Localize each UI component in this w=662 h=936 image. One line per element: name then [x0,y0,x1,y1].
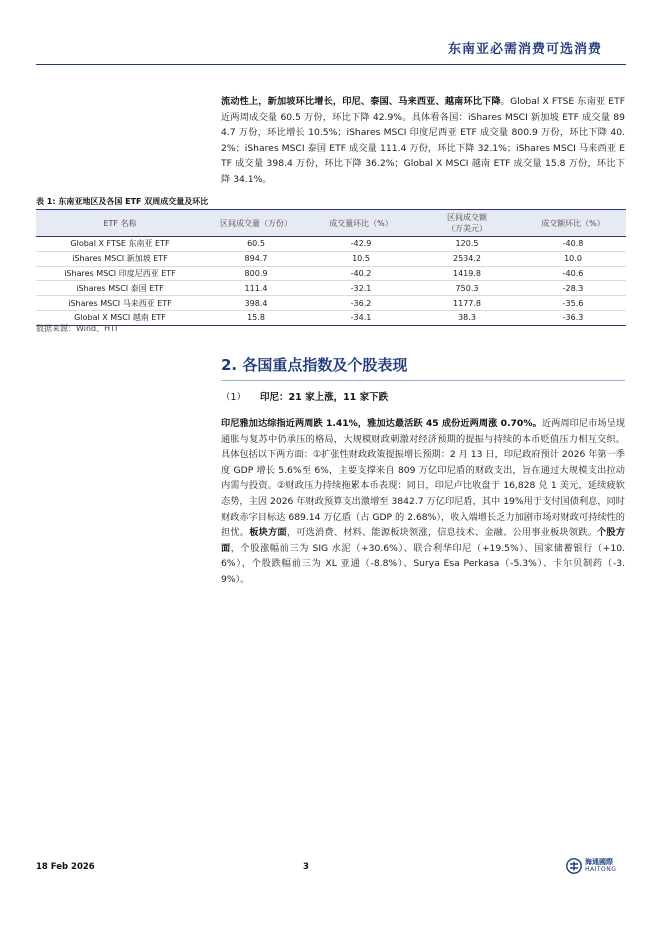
table-cell: 111.4 [204,281,308,296]
header-title: 东南亚必需消费可选消费 [447,42,602,57]
table-row [36,310,626,325]
table-cell: 10.0 [520,251,626,266]
table-cell: iShares MSCI 泰国 ETF [36,281,204,296]
etf-table [36,209,626,326]
section-title: 2. 各国重点指数及个股表现 [221,356,408,374]
table-cell: -36.2 [308,296,414,311]
table-cell: iShares MSCI 马来西亚 ETF [36,296,204,311]
table-row [36,281,626,296]
table-cell: -36.3 [520,310,626,325]
subsection-heading [221,389,388,403]
table-row [36,251,626,266]
subsection-title: 印尼：21 家上涨，11 家下跌 [260,392,389,403]
table-cell: 60.5 [204,237,308,252]
table-cell: 398.4 [204,296,308,311]
table-source: 数据来源：Wind、HTI [36,324,118,333]
stock-text: ，个股涨幅前三为 SIG 水泥（+30.6%）、联合利华印尼（+19.5%）、国家储蓄银行（+10.6%），个股跌幅前三为 XL 亚通（-8.8%）、Surya Esa Perkasa（-5.3%）、卡尔贝制药（-3.9%）。 [221,542,625,585]
indonesia-lead: 印尼雅加达综指近两周跌 1.41%，雅加达最活跃 45 成份近两周涨 0.70%。 [221,418,542,429]
table-cell: Global X FTSE 东南亚 ETF [36,237,204,252]
indonesia-paragraph [221,416,625,588]
table-cell: 10.5 [308,251,414,266]
footer-date: 18 Feb 2026 [36,862,95,872]
table-cell: 15.8 [204,310,308,325]
table-header-row [36,210,626,237]
table-cell: 2534.2 [414,251,520,266]
table-caption: 表 1: 东南亚地区及各国 ETF 双周成交量及环比 [36,197,209,206]
table-cell: iShares MSCI 新加坡 ETF [36,251,204,266]
table-cell: 38.3 [414,310,520,325]
haitong-logo [566,858,616,874]
stock-label: 个股方面 [221,527,626,554]
table-cell: Global X MSCI 越南 ETF [36,310,204,325]
table-row [36,237,626,252]
logo-en-text: HAITONG [585,866,617,873]
col-header-turnover-change: 成交额环比（%） [520,210,626,237]
table-cell: -40.2 [308,266,414,281]
col-header-volume-change: 成交量环比（%） [308,210,414,237]
sector-label: 板块方面 [249,527,287,539]
header-rule [36,64,626,65]
col-header-turnover: 区间成交额 （万美元） [414,210,520,237]
table-row [36,266,626,281]
table-cell: -40.6 [520,266,626,281]
table-row [36,296,626,311]
table-cell: -42.9 [308,237,414,252]
table-cell: -40.8 [520,237,626,252]
table-cell: 1177.8 [414,296,520,311]
intro-lead: 流动性上，新加坡环比增长，印尼、泰国、马来西亚、越南环比下降 [221,96,501,107]
table-cell: 894.7 [204,251,308,266]
section-rule [221,380,625,381]
table-cell: iShares MSCI 印度尼西亚 ETF [36,266,204,281]
haitong-logo-icon [566,858,582,874]
col-header-name: ETF 名称 [36,210,204,237]
table-cell: 750.3 [414,281,520,296]
table-cell: -34.1 [308,310,414,325]
table-cell: -32.1 [308,281,414,296]
intro-paragraph [221,94,625,188]
footer-page-number: 3 [303,862,309,872]
table-cell: 1419.8 [414,266,520,281]
col-header-volume: 区间成交量（万份） [204,210,308,237]
sector-text: ，可选消费、材料、能源板块领涨，信息技术、金融、公用事业板块领跌。 [286,527,598,539]
table-cell: 800.9 [204,266,308,281]
table-cell: 120.5 [414,237,520,252]
logo-cn-text: 海通國際 [585,858,613,866]
table-cell: -28.3 [520,281,626,296]
indonesia-body: 近两周印尼市场呈现通胀与复苏中仍承压的格局，大规模财政刺激对经济预期的提振与持续的本币贬值压力相互交织。具体包括以下两方面：①扩张性财政政策提振增长预期：2 月 13 日，印尼政府预计 2026 年第一季度 GDP 增长 5.6%至 6%，主要支撑来自 809 万亿印尼盾的财政支出，旨在通过大规模支出拉动内需与投资。②财政压力持续拖累本币表现：同日，印尼卢比收盘于 16,828 兑 1 美元，延续疲软态势，主因 2026 年财政预算支出激增至 3842.7 万亿印尼盾，其中 19%用于支付国债利息，同时财政赤字目标达 689.14 万亿盾（占 GDP 的 2.68%），收入端增长乏力加剧市场对财政可持续性的担忧。 [221,418,626,539]
subsection-number: （1） [221,392,247,403]
table-cell: -35.6 [520,296,626,311]
intro-body: 。Global X FTSE 东南亚 ETF 近两周成交量 60.5 万份，环比下降 42.9%。具体看各国：iShares MSCI 新加坡 ETF 成交量 894.7 万份，环比增长 10.5%；iShares MSCI 印度尼西亚 ETF 成交量 800.9 万份，环比下降 40.2%；iShares MSCI 泰国 ETF 成交量 111.4 万份，环比下降 32.1%；iShares MSCI 马来西亚 ETF 成交量 398.4 万份，环比下降 36.2%；Global X MSCI 越南 ETF 成交量 15.8 万份，环比下降 34.1%。 [221,96,625,185]
